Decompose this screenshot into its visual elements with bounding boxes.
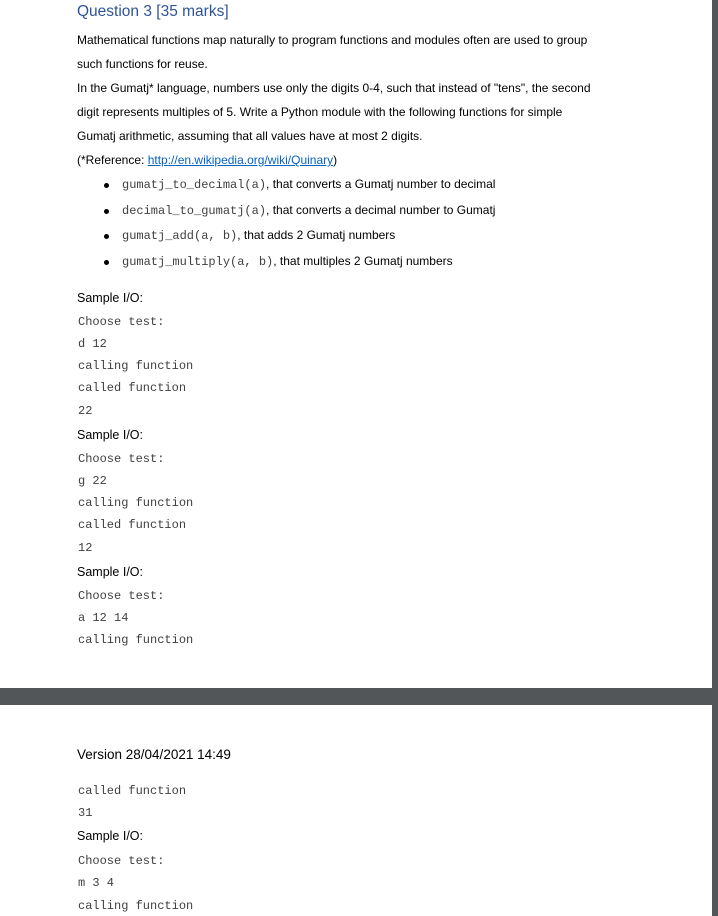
function-item-3: [122, 228, 395, 243]
sample-line: called function: [78, 381, 187, 395]
sample-line: called function: [78, 518, 187, 532]
sample-io-label: Sample I/O:: [77, 428, 143, 442]
bullet-icon: [104, 183, 109, 188]
sample-line: 31: [78, 806, 93, 820]
function-desc: , that multiples 2 Gumatj numbers: [273, 254, 453, 268]
function-code: gumatj_add(a, b): [122, 229, 238, 243]
sample-line: calling function: [78, 633, 194, 647]
document-page-2: [0, 705, 712, 916]
sample-line: Choose test:: [78, 452, 165, 466]
reference-prefix: (*Reference:: [77, 153, 148, 167]
sample-line: Choose test:: [78, 315, 165, 329]
paragraph-line-2: such functions for reuse.: [77, 57, 208, 71]
bullet-icon: [104, 209, 109, 214]
paragraph-line-5: Gumatj arithmetic, assuming that all values have at most 2 digits.: [77, 129, 423, 143]
sample-line: Choose test:: [78, 589, 165, 603]
sample-line: 12: [78, 541, 93, 555]
bullet-icon: [104, 234, 109, 239]
function-code: decimal_to_gumatj(a): [122, 204, 267, 218]
reference-suffix: ): [333, 153, 338, 167]
function-code: gumatj_multiply(a, b): [122, 255, 274, 269]
version-stamp: Version 28/04/2021 14:49: [77, 747, 231, 762]
function-desc: , that converts a Gumatj number to decimal: [266, 177, 496, 191]
sample-line: m 3 4: [78, 876, 115, 890]
sample-io-label: Sample I/O:: [77, 829, 143, 843]
sample-io-label: Sample I/O:: [77, 565, 143, 579]
paragraph-line-1: Mathematical functions map naturally to program functions and modules often are used to group: [77, 33, 588, 47]
sample-line: Choose test:: [78, 854, 165, 868]
sample-io-label: Sample I/O:: [77, 291, 143, 305]
reference-line: [77, 153, 337, 167]
question-heading: Question 3 [35 marks]: [77, 3, 229, 20]
sample-line: g 22: [78, 474, 107, 488]
sample-line: calling function: [78, 359, 194, 373]
sample-line: called function: [78, 784, 187, 798]
bullet-icon: [104, 260, 109, 265]
function-item-1: [122, 177, 495, 192]
sample-line: a 12 14: [78, 611, 129, 625]
paragraph-line-3: In the Gumatj* language, numbers use only the digits 0-4, such that instead of "tens", the second: [77, 81, 591, 95]
sample-line: calling function: [78, 899, 194, 913]
sample-line: calling function: [78, 496, 194, 510]
function-desc: , that converts a decimal number to Gumatj: [266, 203, 496, 217]
reference-link[interactable]: http://en.wikipedia.org/wiki/Quinary: [147, 153, 334, 167]
function-item-2: [122, 203, 495, 218]
function-item-4: [122, 254, 453, 269]
sample-line: d 12: [78, 337, 107, 351]
sample-line: 22: [78, 404, 93, 418]
function-desc: , that adds 2 Gumatj numbers: [237, 228, 396, 242]
paragraph-line-4: digit represents multiples of 5. Write a Python module with the following functions for simple: [77, 105, 563, 119]
function-code: gumatj_to_decimal(a): [122, 178, 267, 192]
